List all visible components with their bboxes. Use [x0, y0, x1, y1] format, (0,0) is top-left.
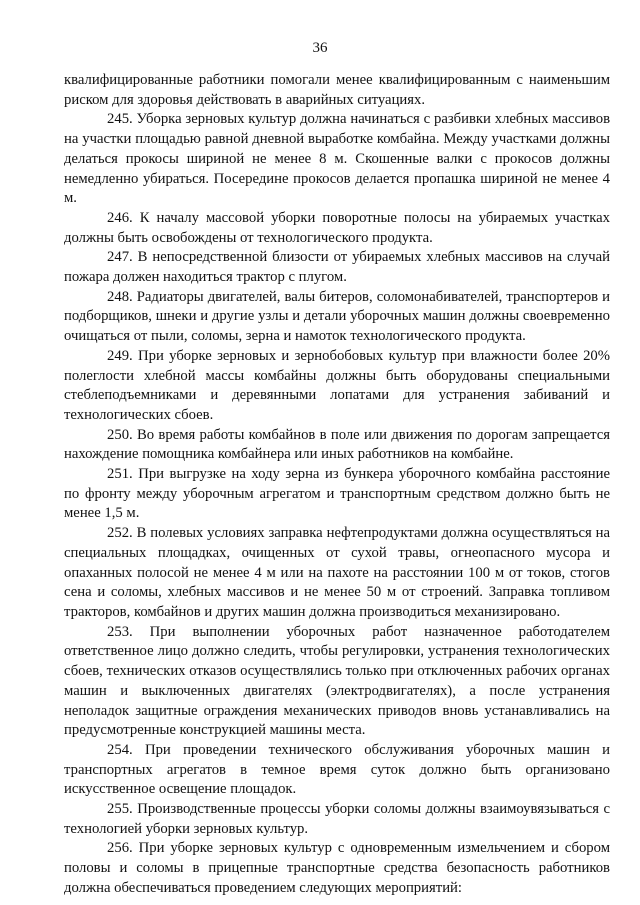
paragraph-number: 249.: [107, 347, 133, 364]
paragraph-248: [64, 288, 610, 347]
paragraph-250: [64, 426, 610, 465]
paragraph-number: 245.: [107, 111, 133, 128]
paragraph-number: 248.: [107, 288, 133, 305]
paragraph-number: 253.: [107, 623, 133, 640]
paragraph-text: В непосредственной близости от убираемых хлебных массивов на случай пожара должен находиться трактор с плугом.: [64, 249, 610, 286]
page-number: 36: [312, 40, 328, 56]
paragraph-246: [64, 209, 610, 248]
paragraph-255: [64, 800, 610, 839]
paragraph-text: квалифицированные работники помогали менее квалифицированным с наименьшим риском для здоровья действовать в аварийных ситуациях.: [64, 72, 610, 108]
paragraph-text: Во время работы комбайнов в поле или движения по дорогам запрещается нахождение помощника комбайнера или иных работников на комбайне.: [64, 426, 611, 463]
paragraph-253: [64, 623, 610, 741]
paragraph-256: [64, 839, 610, 898]
paragraph-text: Радиаторы двигателей, валы битеров, соломонабивателей, транспортеров и подборщиков, шнеки и другие узлы и детали уборочных машин должны своевременно очищаться от пыли, соломы, зерна и намоток технологического продукта.: [64, 288, 610, 345]
paragraph-252: [64, 524, 610, 623]
paragraph-number: 255.: [107, 801, 133, 818]
paragraph-245: [64, 110, 610, 209]
paragraph-number: 252.: [107, 525, 133, 542]
paragraph-text: Уборка зерновых культур должна начинаться с разбивки хлебных массивов на участки площадью равной дневной выработке комбайна. Между участками должны делаться прокосы шириной не менее 8 м. Скошенные валки с прокосов должны немедленно убираться. Посередине прокосов делается пропашка шириной не менее 4 м.: [64, 111, 611, 207]
paragraph-251: [64, 465, 610, 524]
paragraph-text: При уборке зерновых культур с одновременным измельчением и сбором половы и соломы в прицепные транспортные средства безопасность работников должна обеспечиваться проведением следующих мероприятий:: [64, 840, 610, 896]
paragraph-number: 246.: [107, 209, 133, 226]
paragraph-text: При проведении технического обслуживания уборочных машин и транспортных агрегатов в темное время суток должно быть организовано искусственное освещение площадок.: [64, 741, 610, 798]
paragraph-254: [64, 741, 610, 800]
paragraph-249: [64, 347, 610, 426]
paragraph-text: При уборке зерновых и зернобобовых культур при влажности более 20% полеглости хлебной массы комбайны должны быть оборудованы специальными стеблеподъемниками и деревянными лопатами для устранения забиваний и технологических сбоев.: [64, 347, 610, 423]
document-body: [64, 71, 610, 899]
paragraph-text: К началу массовой уборки поворотные полосы на убираемых участках должны быть освобождены от технологического продукта.: [64, 209, 610, 246]
paragraph-number: 251.: [107, 466, 133, 483]
paragraph-text: Производственные процессы уборки соломы должны взаимоувязываться с технологией уборки зерновых культур.: [64, 801, 611, 837]
paragraph-text: В полевых условиях заправка нефтепродуктами должна осуществляться на специальных площадках, очищенных от сухой травы, огнеопасного мусора и опаханных полосой не менее 4 м или на пахоте на расстоянии 100 м от токов, стогов сена и соломы, хлебных массивов и не менее 50 м от строений. Заправка топливом тракторов, комбайнов и других машин должна производиться механизировано.: [64, 525, 610, 620]
paragraph-number: 247.: [107, 249, 133, 266]
paragraph-text: При выполнении уборочных работ назначенное работодателем ответственное лицо должно следить, чтобы регулировки, устранения технологических сбоев, технических отказов осуществлялись только при отключенных рабочих органах машин и выключенных двигателях (электродвигателях), а после устранения неполадок защитные ограждения механических приводов вновь устанавливались на предусмотренные конструкцией машины места.: [64, 623, 611, 739]
paragraph-number: 256.: [107, 840, 133, 857]
paragraph-number: 254.: [107, 741, 133, 758]
paragraph-247: [64, 248, 610, 287]
paragraph-text: При выгрузке на ходу зерна из бункера уборочного комбайна расстояние по фронту между уборочным агрегатом и транспортным средством должно быть не менее 1,5 м.: [64, 466, 610, 522]
paragraph-number: 250.: [107, 426, 133, 443]
paragraph-continuation: [64, 71, 610, 110]
